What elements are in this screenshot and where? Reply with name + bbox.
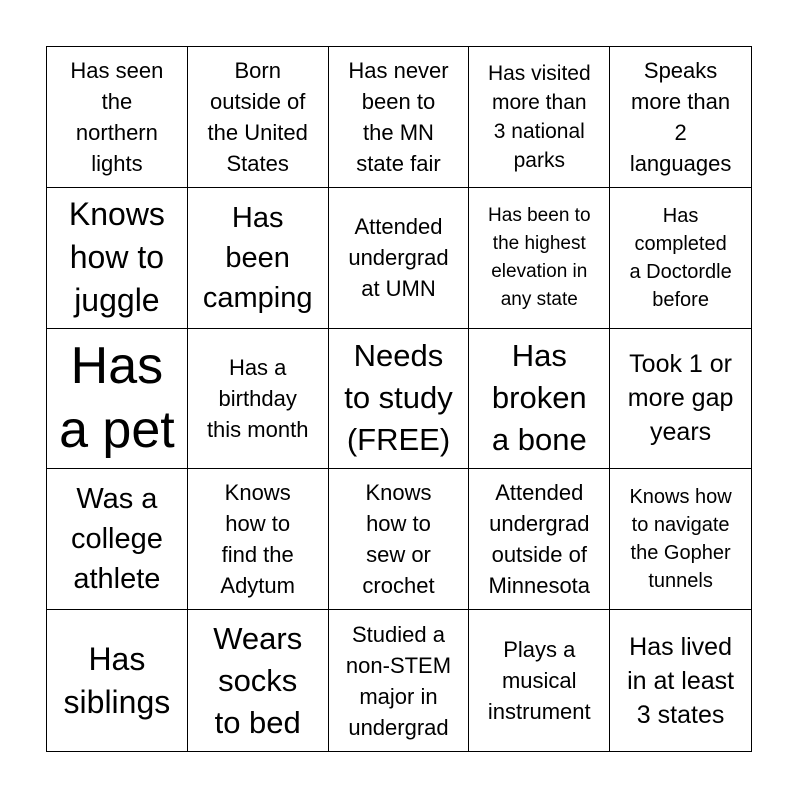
bingo-cell-musical-instrument[interactable]: Plays a musical instrument bbox=[469, 610, 610, 751]
bingo-cell-socks-to-bed[interactable]: Wears socks to bed bbox=[188, 610, 329, 751]
bingo-cell-adytum[interactable]: Knows how to find the Adytum bbox=[188, 469, 329, 610]
bingo-board bbox=[46, 46, 752, 752]
bingo-cell-national-parks[interactable]: Has visited more than 3 national parks bbox=[469, 47, 610, 188]
bingo-cell-siblings[interactable]: Has siblings bbox=[47, 610, 188, 751]
bingo-cell-gopher-tunnels[interactable]: Knows how to navigate the Gopher tunnels bbox=[610, 469, 751, 610]
bingo-cell-born-outside-us[interactable]: Born outside of the United States bbox=[188, 47, 329, 188]
bingo-cell-broken-bone[interactable]: Has broken a bone bbox=[469, 329, 610, 470]
bingo-cell-undergrad-outside-mn[interactable]: Attended undergrad outside of Minnesota bbox=[469, 469, 610, 610]
bingo-cell-northern-lights[interactable]: Has seen the northern lights bbox=[47, 47, 188, 188]
bingo-cell-free-space[interactable]: Needs to study (FREE) bbox=[329, 329, 470, 470]
bingo-cell-undergrad-umn[interactable]: Attended undergrad at UMN bbox=[329, 188, 470, 329]
bingo-cell-non-stem[interactable]: Studied a non-STEM major in undergrad bbox=[329, 610, 470, 751]
bingo-cell-juggle[interactable]: Knows how to juggle bbox=[47, 188, 188, 329]
bingo-cell-gap-years[interactable]: Took 1 or more gap years bbox=[610, 329, 751, 470]
bingo-cell-highest-elevation[interactable]: Has been to the highest elevation in any state bbox=[469, 188, 610, 329]
bingo-cell-camping[interactable]: Has been camping bbox=[188, 188, 329, 329]
bingo-cell-lived-states[interactable]: Has lived in at least 3 states bbox=[627, 632, 735, 729]
bingo-cell-college-athlete[interactable]: Was a college athlete bbox=[47, 469, 188, 610]
bingo-cell-doctordle[interactable]: Has completed a Doctordle before bbox=[610, 188, 751, 329]
bingo-cell-sew-crochet[interactable]: Knows how to sew or crochet bbox=[329, 469, 470, 610]
bingo-cell-languages[interactable]: Speaks more than 2 languages bbox=[610, 47, 751, 188]
bingo-cell-mn-state-fair[interactable]: Has never been to the MN state fair bbox=[329, 47, 470, 188]
bingo-cell-birthday[interactable]: Has a birthday this month bbox=[188, 329, 329, 470]
bingo-cell-pet[interactable]: Has a pet bbox=[47, 329, 188, 470]
